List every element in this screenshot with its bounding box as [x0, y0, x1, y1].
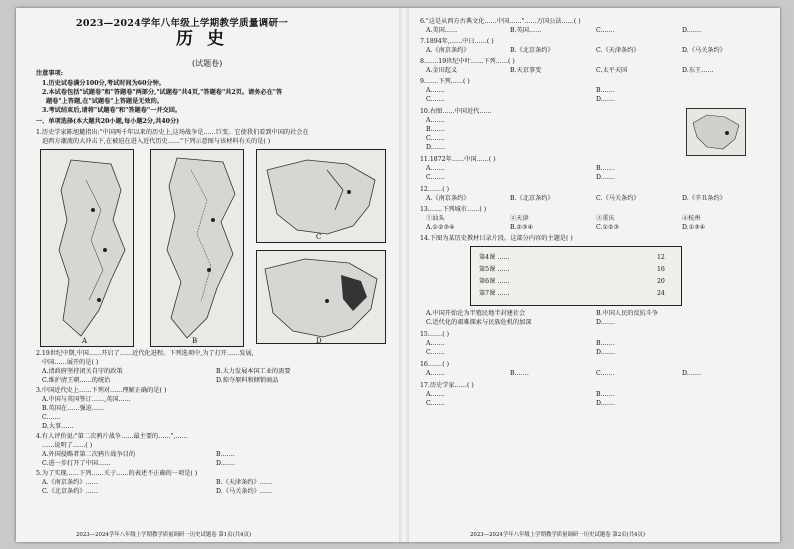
note-line: 题卷"上答题,在"试题卷"上答题是无效的。	[46, 98, 164, 105]
option: C.……	[596, 370, 615, 377]
question-5-line: 5.为了实现……下列……关于……的表述不正确的一项是( )	[36, 470, 198, 477]
option: B.……	[216, 451, 235, 458]
question-11-line: 11.1872年……中国……( )	[420, 156, 496, 163]
question-12-line: 12.……( )	[420, 186, 450, 193]
note-line: 1.历史试卷满分100分,考试时间为60分钟。	[42, 80, 165, 87]
toc-row: 第4课 ……	[479, 254, 510, 261]
option: C.维护清王朝……的统治	[42, 377, 111, 384]
option: B.……	[596, 87, 615, 94]
option: B.……	[596, 165, 615, 172]
toc-row: 第6课 ……	[479, 278, 510, 285]
exam-title: 2023—2024学年八年级上学期教学质量调研一	[76, 18, 289, 29]
toc-row: 第7课 ……	[479, 290, 510, 297]
page-footer: 2023—2024学年八年级上学期教学质量调研一历史试题卷 第1页(共4页)	[76, 532, 251, 538]
toc-page: 24	[657, 290, 665, 297]
option: B.中国人民的反抗斗争	[596, 310, 659, 317]
option: C.……	[42, 414, 61, 421]
option: D.《辛丑条约》	[682, 195, 726, 202]
option: D.①③④	[682, 224, 706, 231]
option: D.东王……	[682, 67, 714, 74]
option: B.……	[596, 391, 615, 398]
option: A.外国侵略者第二次鸦片战争目的	[42, 451, 136, 458]
option: A.清政府坚持闭关自守的政策	[42, 368, 123, 375]
map-b	[150, 149, 244, 347]
right-page	[410, 8, 780, 542]
option: D.……	[596, 96, 616, 103]
option: D.……	[596, 319, 616, 326]
option: D.掠夺原料和倾销商品	[216, 377, 279, 384]
option: B.……	[426, 126, 445, 133]
toc-row: 第5课 ……	[479, 266, 510, 273]
option: C.……	[426, 400, 445, 407]
question-7-line: 7.1894年,……中日……( )	[420, 38, 494, 45]
question-10-line: 10.右图……中国近代……	[420, 108, 492, 115]
option: A.金田起义	[426, 67, 458, 74]
question-3-line: 3.中国近代史上……下列对……理解正确的是( )	[36, 387, 167, 394]
question-2-line: 2.19世纪中期,中国……开启了……近代化进程。下列选项中,为了打开……发展,	[36, 350, 254, 357]
subject-title: 历史	[176, 29, 238, 49]
option: D.……	[596, 174, 616, 181]
option: B.《北京条约》	[510, 195, 554, 202]
option: A.……	[426, 340, 445, 347]
option: A.……	[426, 87, 445, 94]
map-label-c: C	[316, 233, 322, 241]
question-4-line: 4.有人评价说:"第二次鸦片战争……最主要的……",……	[36, 433, 188, 440]
option: B.英国在……强迫……	[42, 405, 105, 412]
option: C.《马关条约》	[596, 195, 640, 202]
table-of-contents-figure	[470, 246, 682, 306]
map-d	[256, 250, 386, 344]
question-1-line: 迫西方潮流的大冲击下,在被迫在进入近代历史……"下列示意图与该材料有关的是( )	[42, 138, 271, 145]
option: A.《南京条约》	[426, 195, 470, 202]
option: C.……	[426, 174, 445, 181]
option: C.太平天国	[596, 67, 628, 74]
option: D.……	[216, 460, 236, 467]
option: B.……	[510, 370, 529, 377]
map-c	[256, 149, 386, 243]
section-heading: 一、单项选择(本大题共20小题,每小题2分,共40分)	[36, 118, 180, 125]
option: D.……	[682, 27, 702, 34]
option: B.……	[596, 340, 615, 347]
option: D.……	[426, 144, 446, 151]
question-15-line: 15.……( )	[420, 331, 450, 338]
option: A.中国开始沦为半殖民地半封建社会	[426, 310, 526, 317]
option: B.天京事变	[510, 67, 542, 74]
option: B.英国……	[510, 27, 542, 34]
option: ④杭州	[682, 215, 701, 222]
paper-type: (试题卷)	[192, 59, 223, 68]
question-4-line: ……说明了……( )	[42, 442, 93, 449]
option: C.近代化的艰难探索与民族危机的加深	[426, 319, 532, 326]
option: A.《南京条约》……	[42, 479, 98, 486]
toc-page: 12	[657, 254, 665, 261]
option: A.……	[426, 391, 445, 398]
option: D.……	[596, 400, 616, 407]
option: A.……	[426, 165, 445, 172]
option: C.……	[426, 135, 445, 142]
exam-sheet	[16, 8, 780, 542]
option: A.①②③④	[426, 224, 455, 231]
question-1-line: 1.历史学家陈旭麓指出:"中国两千年以来的历史上,这场战争是……巨变。它使我们看到中国的社会在	[36, 129, 309, 136]
question-13-line: 13.……下列城市……( )	[420, 206, 487, 213]
question-6-line: 6."这是从西方古典文化……中国……"……万国公法……( )	[420, 18, 581, 25]
option: ①汕头	[426, 215, 445, 222]
map-label-b: B	[192, 337, 198, 345]
option: D.大事……	[42, 423, 74, 430]
question-9-line: 9.……下列……( )	[420, 78, 470, 85]
option: A.《南京条约》	[426, 47, 470, 54]
toc-page: 16	[657, 266, 665, 273]
question-8-line: 8.……19世纪中叶……下列……( )	[420, 58, 515, 65]
option: C.……	[596, 27, 615, 34]
option: D.……	[682, 370, 702, 377]
option: D.《马关条约》……	[216, 488, 273, 495]
china-map-figure	[686, 108, 746, 156]
option: A.……	[426, 370, 445, 377]
option: C.《天津条约》	[596, 47, 640, 54]
option: B.②③④	[510, 224, 534, 231]
map-label-d: D	[316, 337, 322, 345]
page-gutter	[399, 8, 409, 542]
option: B.《北京条约》	[510, 47, 554, 54]
option: C.《北京条约》……	[42, 488, 98, 495]
option: A.中国与英国签订……,英国……	[42, 396, 131, 403]
option: C.……	[426, 96, 445, 103]
option: C.……	[426, 349, 445, 356]
option: B.大力发展本国工业的需要	[216, 368, 291, 375]
page-footer: 2023—2024学年八年级上学期教学质量调研一历史试题卷 第2页(共4页)	[470, 532, 645, 538]
map-a	[40, 149, 134, 347]
option: A.……	[426, 117, 445, 124]
option: C.①②③	[596, 224, 620, 231]
option: ②天津	[510, 215, 529, 222]
map-label-a: A	[82, 337, 88, 345]
option: ③重庆	[596, 215, 615, 222]
toc-page: 20	[657, 278, 665, 285]
option: A.美国……	[426, 27, 458, 34]
option: D.《马关条约》	[682, 47, 726, 54]
note-line: 2.本试卷包括"试题卷"和"答题卷"两部分,"试题卷"共4页,"答题卷"共2页。请务必在"答	[42, 89, 283, 96]
option: D.……	[596, 349, 616, 356]
option: C.进一步打开了中国……	[42, 460, 111, 467]
question-16-line: 16.……( )	[420, 361, 450, 368]
notes-heading: 注意事项:	[36, 70, 64, 77]
option: B.《天津条约》……	[216, 479, 273, 486]
question-14-line: 14.下图为某历史教材目录片段。这部分内容的主题是( )	[420, 235, 573, 242]
question-2-line: 中国……展开的是( )	[42, 359, 99, 366]
note-line: 3.考试结束后,请将"试题卷"和"答题卷"一并交回。	[42, 107, 182, 114]
left-page	[16, 8, 398, 542]
question-17-line: 17.历史学家……( )	[420, 382, 474, 389]
